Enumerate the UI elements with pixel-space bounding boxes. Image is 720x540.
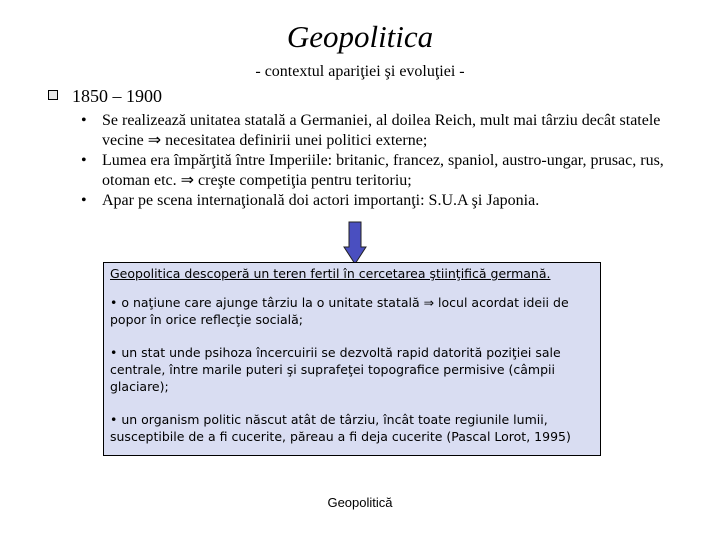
down-arrow-icon [343, 221, 367, 265]
callout-item: • un stat unde psihoza încercuirii se dezvoltă rapid datorită poziţiei sale centrale, între marile puteri şi suprafeţei topografice permisive (câmpii glaciare); [110, 345, 561, 394]
bullet-text: Apar pe scena internaţională doi actori importanţi: S.U.A şi Japonia. [102, 192, 540, 209]
bullet-dot-icon: • [81, 152, 87, 169]
bullet-dot-icon: • [81, 192, 87, 209]
callout-intro: Geopolitica descoperă un teren fertil în cercetarea ştiinţifică germană. [110, 266, 551, 281]
callout-box [103, 262, 601, 456]
slide-subtitle: - contextul apariţiei şi evoluţiei - [255, 63, 465, 80]
square-bullet-icon [48, 90, 58, 100]
list-item [78, 151, 693, 191]
period-bullet [48, 85, 162, 107]
slide-title: Geopolitica [286, 19, 434, 54]
callout-item: • un organism politic născut atât de târziu, încât toate regiunile lumii, susceptibile de a fi cucerite, păreau a fi deja cucerite (Pascal Lorot, 1995) [110, 412, 571, 444]
slide-footer: Geopolitică [327, 495, 393, 510]
context-bullet-list [78, 111, 693, 211]
list-item [78, 111, 693, 151]
period-label: 1850 – 1900 [72, 86, 162, 106]
list-item [78, 191, 693, 211]
bullet-text: Se realizează unitatea statală a Germaniei, al doilea Reich, mult mai târziu decât statele vecine ⇒ necesitatea definirii unei politici externe; [102, 112, 661, 149]
callout-item: • o naţiune care ajunge târziu la o unitate statală ⇒ locul acordat ideii de popor în orice reflecţie socială; [110, 295, 569, 327]
bullet-text: Lumea era împărţită între Imperiile: britanic, francez, spaniol, austro-ungar, prusac, rus, otoman etc. ⇒ creşte competiţia pentru teritoriu; [102, 152, 664, 189]
bullet-dot-icon: • [81, 112, 87, 129]
